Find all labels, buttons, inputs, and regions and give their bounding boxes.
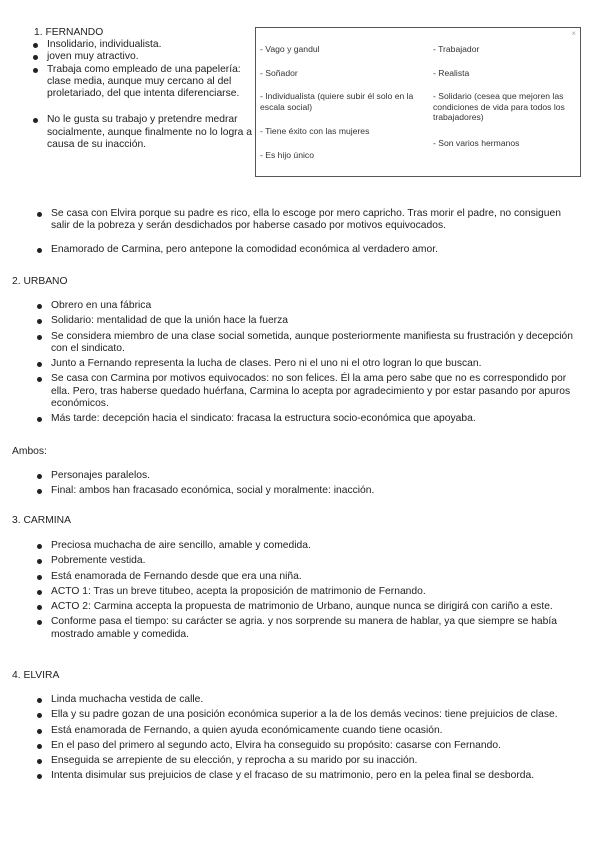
section-heading-fernando: 1. FERNANDO (34, 27, 104, 38)
list-item: Preciosa muchacha de aire sencillo, amable y comedida. (34, 540, 582, 552)
list-item: Está enamorada de Fernando, a quien ayuda económicamente cuando tiene ocasión. (34, 725, 582, 737)
list-item: Obrero en una fábrica (34, 300, 582, 312)
list-item: Trabaja como empleado de una papelería: clase media, aunque muy cercano al del proletariado, del que intenta diferenciarse. (30, 64, 258, 101)
list-item: ACTO 1: Tras un breve titubeo, acepta la proposición de matrimonio de Fernando. (34, 586, 582, 598)
urbano-trait: - Son varios hermanos (433, 138, 520, 148)
section-heading-ambos: Ambos: (12, 446, 47, 457)
fernando-trait: - Soñador (260, 68, 298, 78)
list-item: Se considera miembro de una clase social sometida, aunque posteriormente manifiesta su frustración y decepción con el sindicato. (34, 331, 582, 356)
list-item: Enamorado de Carmina, pero antepone la comodidad económica al verdadero amor. (34, 244, 582, 256)
list-item: Insolidario, individualista. (30, 39, 258, 51)
fernando-traits-list (30, 39, 258, 151)
fernando-trait: - Individualista (quiere subir él solo en la escala social) (260, 91, 414, 112)
list-item: joven muy atractivo. (30, 51, 258, 63)
list-item: Se casa con Carmina por motivos equivocados: no son felices. Él la ama pero sabe que no es correspondido por ella. Pero, tras haberse quedado huérfana, Carmina lo acepta por agradecimiento y por estar pasando por apuros económicos. (34, 373, 582, 410)
urbano-trait: - Realista (433, 68, 470, 78)
list-item: Está enamorada de Fernando desde que era una niña. (34, 571, 582, 583)
list-item: No le gusta su trabajo y pretendre medrar socialmente, aunque finalmente no lo logra a causa de su inacción. (30, 114, 258, 151)
section-heading-elvira: 4. ELVIRA (12, 670, 60, 681)
ambos-list (34, 470, 582, 498)
fernando-trait: - Vago y gandul (260, 44, 320, 54)
list-item: Pobremente vestida. (34, 555, 582, 567)
fernando-extra-list (34, 208, 582, 256)
list-item: Enseguida se arrepiente de su elección, y reprocha a su marido por su inacción. (34, 755, 582, 767)
fernando-trait: - Tiene éxito con las mujeres (260, 126, 370, 136)
urbano-list (34, 300, 582, 426)
section-heading-urbano: 2. URBANO (12, 276, 68, 287)
urbano-trait: - Trabajador (433, 44, 480, 54)
list-item: Intenta disimular sus prejuicios de clase y el fracaso de su matrimonio, pero en la pelea final se desborda. (34, 770, 582, 782)
list-item: Final: ambos han fracasado económica, social y moralmente: inacción. (34, 485, 582, 497)
close-icon[interactable]: × (571, 29, 576, 38)
list-item: ACTO 2: Carmina accepta la propuesta de matrimonio de Urbano, aunque nunca se dirigirá con cariño a este. (34, 601, 582, 613)
list-item: En el paso del primero al segundo acto, Elvira ha conseguido su propósito: casarse con Fernando. (34, 740, 582, 752)
list-item: Linda muchacha vestida de calle. (34, 694, 582, 706)
list-item: Junto a Fernando representa la lucha de clases. Pero ni el uno ni el otro logran lo que buscan. (34, 358, 582, 370)
list-item: Ella y su padre gozan de una posición económica superior a la de los demás vecinos: tiene prejuicios de clase. (34, 709, 582, 721)
elvira-list (34, 694, 582, 783)
list-item: Solidario: mentalidad de que la unión hace la fuerza (34, 315, 582, 327)
list-item: Personajes paralelos. (34, 470, 582, 482)
comparison-box (255, 27, 581, 177)
urbano-trait: - Solidario (cesea que mejoren las condiciones de vida para todos los trabajadores) (433, 91, 565, 123)
list-item: Conforme pasa el tiempo: su carácter se agria. y nos sorprende su manera de hablar, ya que siempre se había mostrado amable y comedida. (34, 616, 582, 641)
list-item: Más tarde: decepción hacia el sindicato: fracasa la estructura socio-económica que apoyaba. (34, 413, 582, 425)
list-item: Se casa con Elvira porque su padre es rico, ella lo escoge por mero capricho. Tras morir el padre, no consiguen salir de la pobreza y serán desdichados por haberse casado por motivos equivocados. (34, 208, 582, 233)
section-heading-carmina: 3. CARMINA (12, 515, 71, 526)
carmina-list (34, 540, 582, 641)
fernando-trait: - Es hijo único (260, 150, 314, 160)
